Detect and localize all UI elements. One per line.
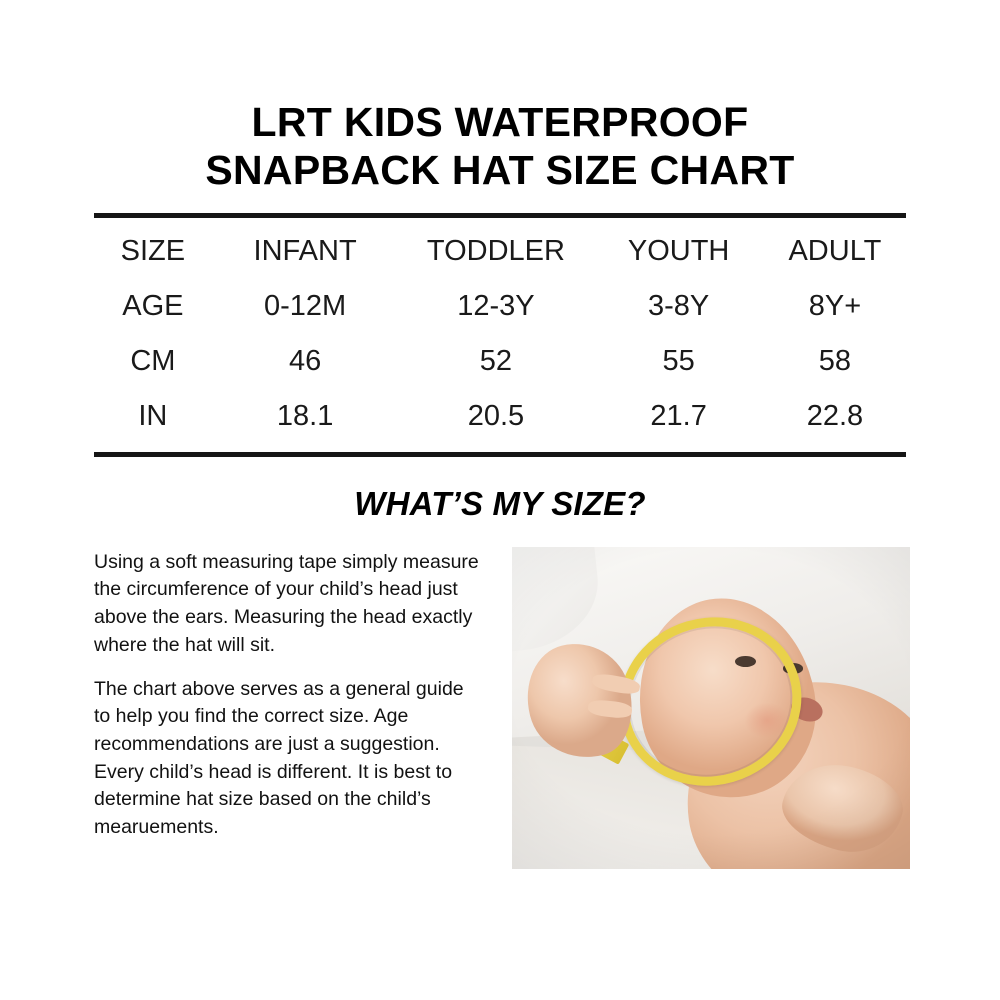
- measuring-baby-head-photo: [512, 547, 910, 869]
- cell-age-youth: 3-8Y: [647, 289, 710, 322]
- cell-cm-infant: 46: [288, 344, 322, 377]
- page-title-line-1: LRT KIDS WATERPROOF: [251, 99, 749, 145]
- table-row: [94, 279, 906, 334]
- cell-in-toddler: 20.5: [467, 399, 525, 432]
- row-label-cm: CM: [130, 344, 176, 377]
- cell-age-infant: 0-12M: [264, 289, 347, 322]
- page-title: [0, 98, 1000, 195]
- cell-size-infant: INFANT: [253, 234, 357, 267]
- cell-size-adult: ADULT: [788, 234, 882, 267]
- row-label-in: IN: [138, 399, 168, 432]
- cell-age-toddler: 12-3Y: [457, 289, 535, 322]
- size-chart-table: [94, 224, 906, 444]
- instructions-paragraph-2: The chart above serves as a general guide to help you find the correct size. Age recommendations are just a suggestion. Every child’s head is different. It is best to determine hat size based on the child’s mearuements.: [94, 677, 464, 838]
- table-row: [94, 389, 906, 444]
- row-label-age: AGE: [122, 289, 184, 322]
- instructions-text: [94, 547, 484, 842]
- row-label-size: SIZE: [120, 234, 186, 267]
- cell-cm-toddler: 52: [479, 344, 513, 377]
- size-chart-table-container: [94, 213, 906, 457]
- cell-cm-youth: 55: [662, 344, 695, 377]
- photo-vignette: [512, 547, 910, 869]
- section-heading-whats-my-size: WHAT’S MY SIZE?: [354, 484, 646, 522]
- cell-age-adult: 8Y+: [808, 289, 862, 322]
- size-chart-page: [0, 98, 1000, 1000]
- table-row: [94, 224, 906, 279]
- instructions-paragraph-1: Using a soft measuring tape simply measure the circumference of your child’s head just above the ears. Measuring the head exactly where the hat will sit.: [94, 550, 479, 656]
- bottom-section: [0, 547, 1000, 869]
- table-row: [94, 334, 906, 389]
- cell-in-infant: 18.1: [276, 399, 334, 432]
- cell-in-youth: 21.7: [650, 399, 707, 432]
- cell-cm-adult: 58: [818, 344, 852, 377]
- cell-in-adult: 22.8: [806, 399, 864, 432]
- cell-size-youth: YOUTH: [627, 234, 730, 267]
- cell-size-toddler: TODDLER: [426, 234, 565, 267]
- page-title-line-2: SNAPBACK HAT SIZE CHART: [205, 147, 795, 194]
